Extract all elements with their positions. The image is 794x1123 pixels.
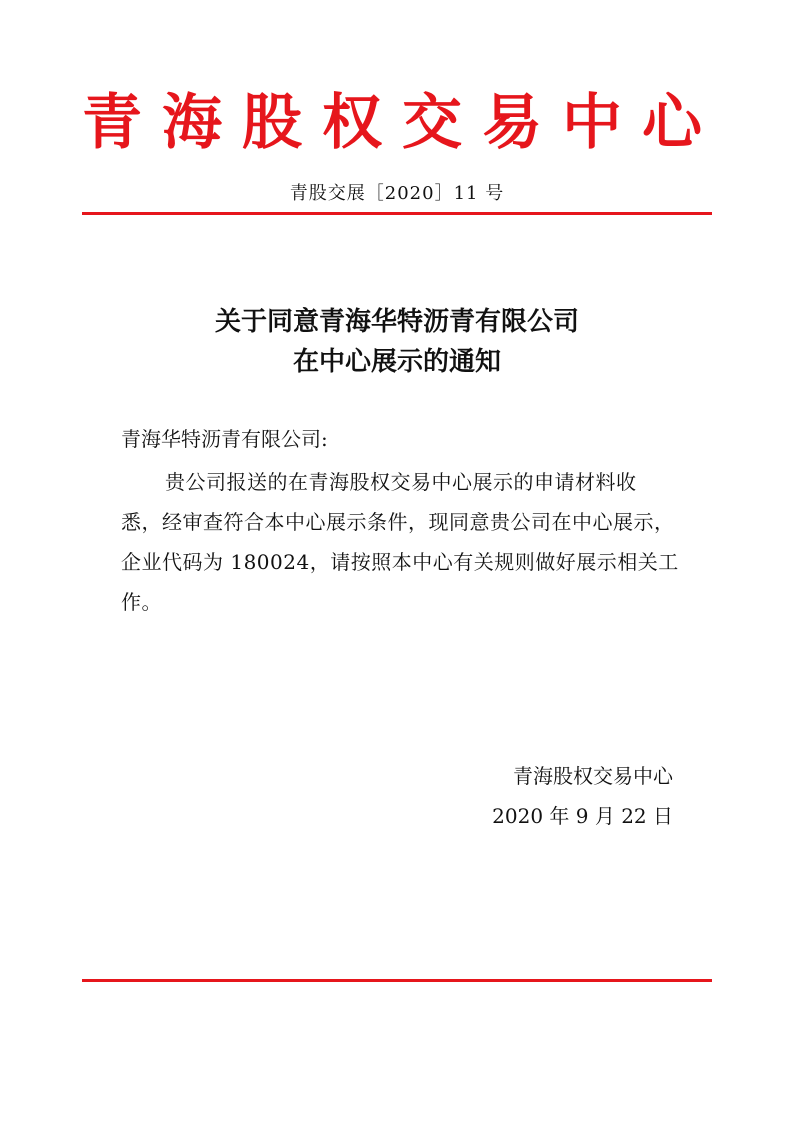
organization-header: 青海股权交易中心 [82, 88, 722, 158]
body-line: 作。 [121, 590, 162, 614]
signature-block [492, 756, 673, 836]
title-line-2: 在中心展示的通知 [292, 347, 501, 377]
header-divider [82, 212, 712, 215]
document-number: 青股交展［2020］11 号 [289, 183, 505, 204]
title-line-1: 关于同意青海华特沥青有限公司 [214, 307, 579, 337]
issuer-name: 青海股权交易中心 [513, 764, 673, 788]
footer-divider [82, 979, 712, 982]
issue-date: 2020 年 9 月 22 日 [492, 804, 673, 828]
document-title [0, 302, 794, 382]
body-paragraph [121, 462, 677, 622]
salutation: 青海华特沥青有限公司: [121, 427, 328, 451]
body-line: 悉，经审查符合本中心展示条件，现同意贵公司在中心展示， [121, 510, 675, 534]
body-line: 企业代码为 180024，请按照本中心有关规则做好展示相关工 [121, 550, 679, 574]
body-line: 贵公司报送的在青海股权交易中心展示的申请材料收 [165, 470, 637, 494]
